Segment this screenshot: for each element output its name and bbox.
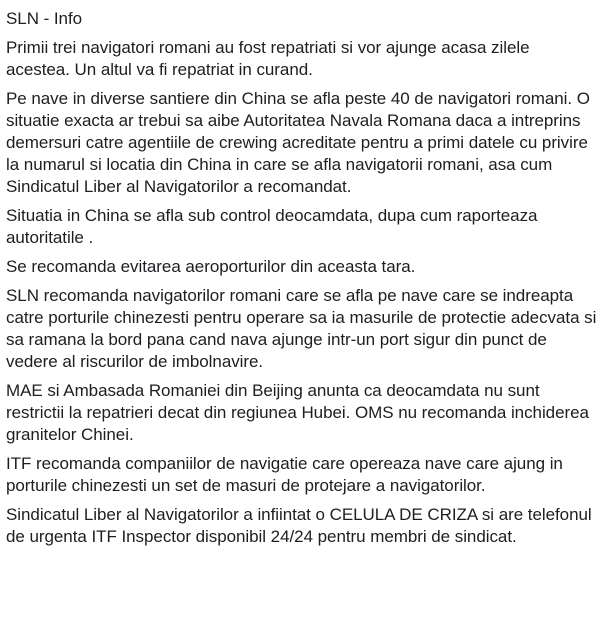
paragraph-crisis-cell: Sindicatul Liber al Navigatorilor a infiintat o CELULA DE CRIZA si are telefonul de urgenta ITF Inspector disponibil 24/24 pentru membri de sindicat. bbox=[6, 505, 592, 546]
paragraph-repatriation: Primii trei navigatori romani au fost repatriati si vor ajunge acasa zilele acestea. Un altul va fi repatriat in curand. bbox=[6, 38, 530, 79]
paragraph-airports: Se recomanda evitarea aeroporturilor din aceasta tara. bbox=[6, 257, 416, 276]
paragraph-ships-in-china: Pe nave in diverse santiere din China se afla peste 40 de navigatori romani. O situatie exacta ar trebui sa aibe Autoritatea Navala Romana daca a intreprins demersuri catre agentiile de crewing acreditate pentru a primi datele cu privire la numarul si locatia din China in care se afla navigatorii romani, asa cum Sindicatul Liber al Navigatorilor a recomandat. bbox=[6, 89, 590, 196]
paragraph-mae-embassy: MAE si Ambasada Romaniei din Beijing anunta ca deocamdata nu sunt restrictii la repatrieri decat din regiunea Hubei. OMS nu recomanda inchiderea granitelor Chinei. bbox=[6, 381, 589, 444]
paragraph-sln-recommendation: SLN recomanda navigatorilor romani care se afla pe nave care se indreapta catre porturile chinezesti pentru operare sa ia masurile de protectie adecvata si sa ramana la bord pana cand nava ajunge intr-un port sigur din punct de vedere al riscurilor de imbolnavire. bbox=[6, 286, 597, 371]
post-header: SLN - Info bbox=[6, 9, 83, 28]
paragraph-situation-control: Situatia in China se afla sub control deocamdata, dupa cum raporteaza autoritatile . bbox=[6, 206, 538, 247]
paragraph-itf-recommendation: ITF recomanda companiilor de navigatie care opereaza nave care ajung in porturile chinezesti un set de masuri de protejare a navigatorilor. bbox=[6, 454, 563, 495]
